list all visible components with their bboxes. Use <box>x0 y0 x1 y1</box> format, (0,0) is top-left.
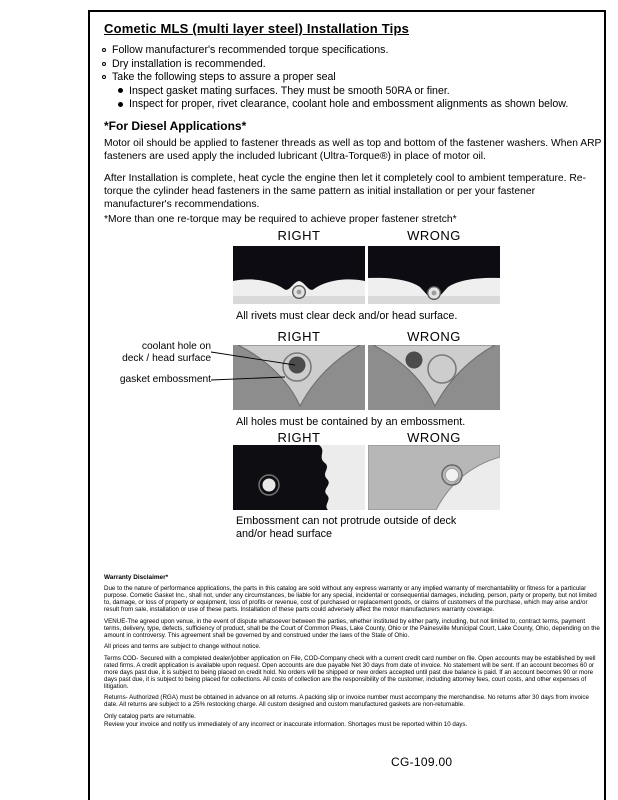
gasket-embossment-label: gasket embossment <box>119 374 211 385</box>
warranty-paragraph: All prices and terms are subject to change without notice. <box>104 643 261 650</box>
diesel-paragraph-1: Motor oil should be applied to fastener threads as well as top and bottom of the fastener washers. When ARP fasteners are used apply the included lubricant (Ultra-Torque®) in place of motor oil. <box>104 138 602 162</box>
warranty-section <box>104 574 602 732</box>
warranty-paragraph: Returns- Authorized (RGA) must be obtained in advance on all returns. A packing slip or invoice number must accompany the merchandise. No returns after 30 days from invoice date. All returns are subject to a 25% restocking charge. All custom designed and custom manufactured gaskets are non-returnable. <box>104 694 589 708</box>
coolant-hole-label-line1: coolant hole on <box>141 341 211 352</box>
protrusion-right-illustration <box>233 445 365 510</box>
rivet-right-image <box>233 246 365 304</box>
retorque-note: *More than one re-torque may be required to achieve proper fastener stretch* <box>104 214 457 225</box>
embossment-wrong-image <box>368 345 500 410</box>
open-bullet-icon <box>102 75 106 79</box>
tips-list <box>102 44 604 112</box>
warranty-paragraph: Only catalog parts are returnable. <box>104 712 196 720</box>
rivet-wrong-illustration <box>368 246 500 304</box>
protrusion-right-image <box>233 445 365 510</box>
wrong-label-row2: WRONG <box>407 329 461 344</box>
filled-bullet-icon <box>118 102 123 107</box>
tip-text: Dry installation is recommended. <box>112 57 266 70</box>
embossment-right-illustration <box>233 345 365 410</box>
coolant-hole-label <box>95 341 211 364</box>
rivet-right-illustration <box>233 246 365 304</box>
warranty-paragraph: Terms COD- Secured with a completed dealer/jobber application on File, COD-Company check with a current credit card number on file. Open accounts may be established by well rated firms. A credit application is available upon request. Open accounts are due payable Net 30 days from date of invoice. No statement will be sent. If an account becomes 60 or more days past due, it is subject to being placed on credit hold. No orders will be shipped or new orders accepted until past due balance is paid. If an account becomes 90 or more days past due, it is subject to being placed for collections. All costs of collection are the responsibility of the customer, including attorney fees, court costs, and other expenses of litigation. <box>104 654 596 690</box>
wrong-label-row3: WRONG <box>407 430 461 445</box>
right-label-row2: RIGHT <box>277 329 321 344</box>
tip-item <box>102 71 604 84</box>
right-label-row1: RIGHT <box>277 228 321 243</box>
tip-item <box>102 44 604 57</box>
open-bullet-icon <box>102 62 106 66</box>
embossment-right-image <box>233 345 365 410</box>
warranty-heading: Warranty Disclaimer* <box>104 574 169 581</box>
protrusion-caption-line2: and/or head surface <box>236 527 333 540</box>
rivet-wrong-image <box>368 246 500 304</box>
diesel-applications-heading: *For Diesel Applications* <box>104 119 247 133</box>
warranty-paragraph: Due to the nature of performance applications, the parts in this catalog are sold without any express warranty or any implied warranty of merchantability or fitness for a particular purpose. Cometic Gasket Inc., shall not, under any circumstances, be liable for any special, incidental or consequential damages, including, person, party or property, but not limited to, damage, or loss of property or equipment, loss of profits or revenue, cost of purchased or replacement goods, or claims of customers of the purchase, which may arise and/or result from sale, installation or use of these parts. Installation of these parts could adversely affect the motor manufacturers warranty coverage. <box>104 585 597 613</box>
sub-tip-text: Inspect for proper, rivet clearance, coolant hole and embossment alignments as shown below. <box>129 98 569 110</box>
wrong-label-row1: WRONG <box>407 228 461 243</box>
sub-tip-item <box>118 85 604 98</box>
protrusion-wrong-image <box>368 445 500 510</box>
tip-text: Follow manufacturer's recommended torque specifications. <box>112 44 389 56</box>
catalog-page-code: CG-109.00 <box>391 755 453 769</box>
coolant-hole-label-line2: deck / head surface <box>122 352 211 364</box>
tip-item <box>102 58 604 71</box>
warranty-paragraph: Review your invoice and notify us immediately of any incorrect or inaccurate information. Shortages must be reported within 10 days. <box>104 720 468 728</box>
page-title: Cometic MLS (multi layer steel) Installation Tips <box>104 21 410 36</box>
protrusion-caption-line1: Embossment can not protrude outside of deck <box>236 515 457 527</box>
warranty-paragraph: VENUE-The agreed upon venue, in the event of dispute whatsoever between the parties, whether instituted by either party, including, but not limited to, contract terms, payment terms, delivery, type, defects, sufficiency of product, shall be the Court of Common Pleas, Lake County, Ohio or the Painesville Municipal Court, Lake County, Ohio, depending on the amount in controversy. This agreement shall be governed by and construed under the laws of the State of Ohio. <box>104 617 600 639</box>
tip-text: Take the following steps to assure a proper seal <box>112 71 336 83</box>
open-bullet-icon <box>102 48 106 52</box>
rivet-caption: All rivets must clear deck and/or head surface. <box>236 310 458 322</box>
diesel-paragraph-2: After Installation is complete, heat cycle the engine then let it completely cool to ambient temperature. Re-torque the cylinder head fasteners in the same pattern as initial installation or per your fastener manufacturer's recommendations. <box>104 173 586 210</box>
right-label-row3: RIGHT <box>277 430 321 445</box>
protrusion-wrong-illustration <box>368 445 500 510</box>
sub-tip-text: Inspect gasket mating surfaces. They must be smooth 50RA or finer. <box>129 84 450 97</box>
sub-tip-item <box>118 98 604 111</box>
filled-bullet-icon <box>118 88 123 93</box>
protrusion-caption <box>236 515 456 540</box>
embossment-wrong-illustration <box>368 345 500 410</box>
holes-caption: All holes must be contained by an embossment. <box>236 416 466 428</box>
